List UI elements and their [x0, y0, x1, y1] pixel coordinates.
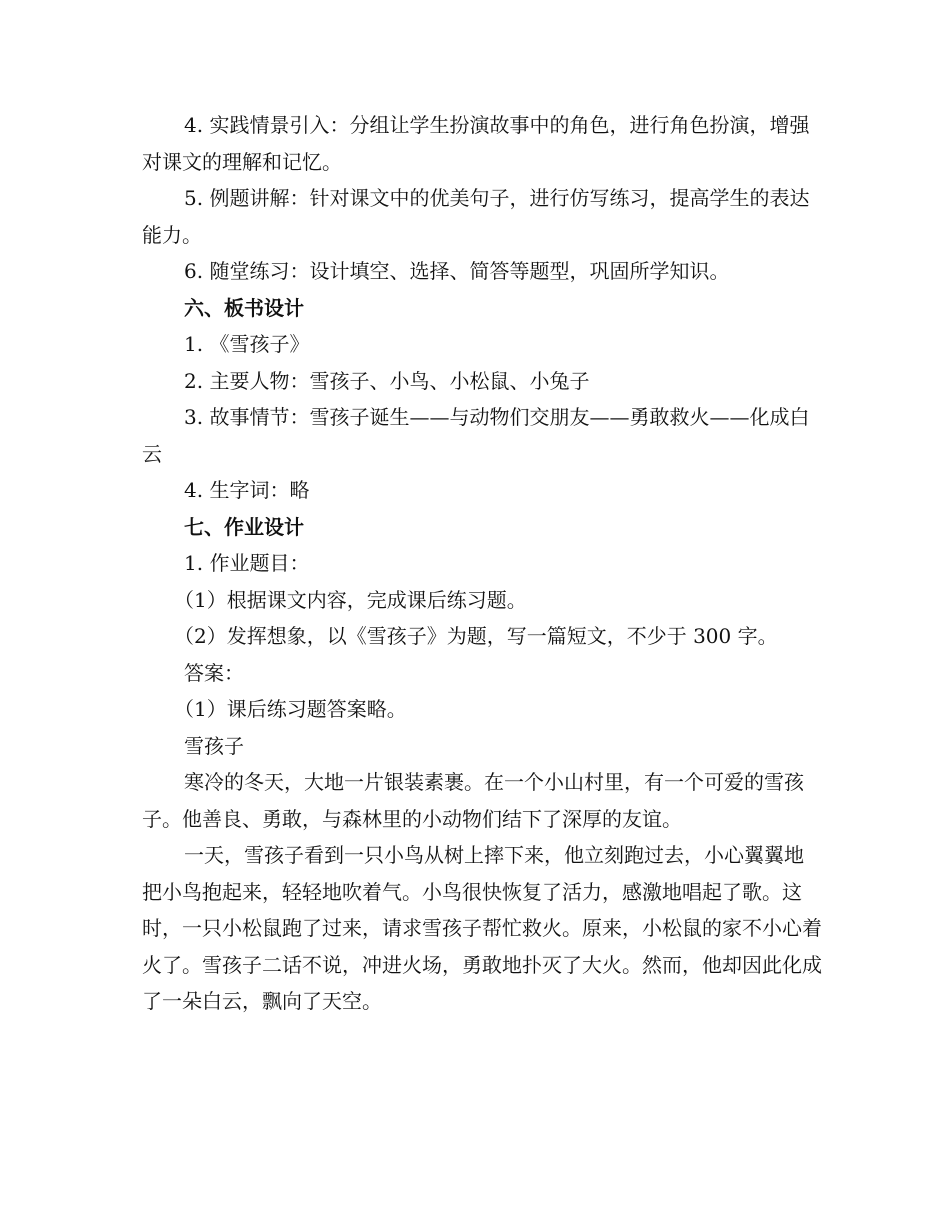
board-item-plot: 3. 故事情节：雪孩子诞生——与动物们交朋友——勇敢救火——化成白云 [142, 405, 810, 466]
board-item-characters: 2. 主要人物：雪孩子、小鸟、小松鼠、小兔子 [184, 368, 590, 393]
essay-paragraph-1: 寒冷的冬天，大地一片银装素裹。在一个小山村里，有一个可爱的雪孩子。他善良、勇敢，与森林里的小动物们结下了深厚的友谊。 [142, 770, 804, 831]
board-item-vocabulary: 4. 生字词：略 [184, 478, 310, 502]
homework-title: 1. 作业题目： [184, 551, 310, 575]
paragraph-practice-scenario: 4. 实践情景引入：分组让学生扮演故事中的角色，进行角色扮演，增强对课文的理解和记忆。 [142, 113, 810, 174]
essay-title: 雪孩子 [184, 733, 244, 758]
heading-board-design: 六、板书设计 [184, 295, 304, 320]
homework-item-1: （1）根据课文内容，完成课后练习题。 [174, 587, 527, 612]
document-body [142, 107, 822, 1020]
essay-paragraph-2: 一天，雪孩子看到一只小鸟从树上摔下来，他立刻跑过去，小心翼翼地把小鸟抱起来，轻轻地吹着气。小鸟很快恢复了活力，感激地唱起了歌。这时，一只小松鼠跑了过来，请求雪孩子帮忙救火。原来，小松鼠的家不小心着火了。雪孩子二话不说，冲进火场，勇敢地扑灭了大火。然而，他却因此化成了一朵白云，飘向了天空。 [142, 843, 822, 1013]
paragraph-classroom-exercise: 6. 随堂练习：设计填空、选择、简答等题型，巩固所学知识。 [184, 259, 730, 283]
board-item-title: 1. 《雪孩子》 [184, 332, 310, 356]
answer-item-1: （1）课后练习题答案略。 [174, 697, 407, 721]
homework-item-2: （2）发挥想象，以《雪孩子》为题，写一篇短文，不少于 300 字。 [174, 624, 778, 648]
heading-homework-design: 七、作业设计 [184, 514, 304, 539]
paragraph-example-explanation: 5. 例题讲解：针对课文中的优美句子，进行仿写练习，提高学生的表达能力。 [142, 186, 810, 247]
answer-label: 答案： [184, 660, 244, 685]
